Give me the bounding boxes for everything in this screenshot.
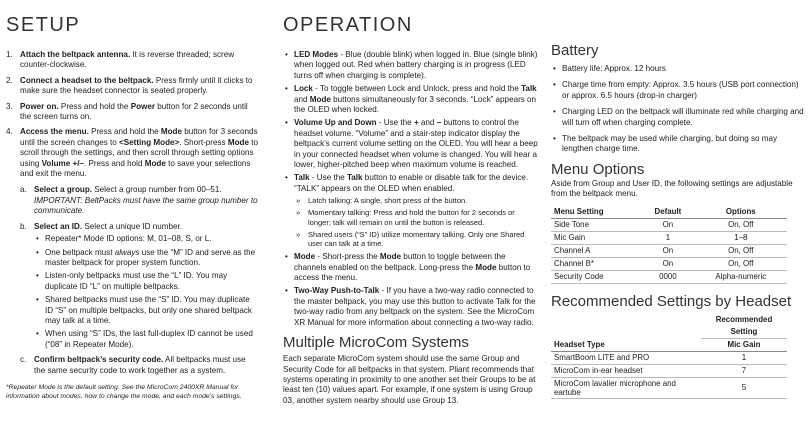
mode-item: • Mode - Short-press the Mode button to toggle between the channels enabled on the beltpack. Long-press the Mode button to access the menu.: [283, 252, 539, 283]
multiple-systems-text: Each separate MicroCom system should use the same Group and Security Code for all beltpacks in that system. Pliant recommends that systems operating in proximity to one another set their Groups to be at least ten (10) values apart. For example, if one system is using Group 03, another system nearby should use Group 13.: [283, 354, 536, 405]
table-row: Channel B* On On, Off: [551, 258, 787, 271]
setup-steps: [6, 50, 258, 376]
table-header: Menu Setting: [551, 206, 641, 219]
setup-substeps: [20, 185, 258, 376]
setup-step-4: 4. Access the menu. Press and hold the Mode button for 3 seconds until the screen changes to <Setting Mode>. Short-press Mode to scroll through the settings, and then scroll through setting options using Volume +/–. Press and hold Mode to save your selections and exit the menu. a. Select a group. Select a group number from 00–51. IMPORTANT: BeltPacks must have the same group number to communicate. b. Select an ID. Select a unique ID number. • Repeater* Mode ID options: M, 01–08, S, or L. • One beltpack must always use the “M” ID and serve as the master beltpack for proper system function. • Listen-only beltpacks must use the “L” ID. You may duplicate ID “L” on multiple beltpacks. • Shared beltpacks must use the “S” ID. You may duplicate ID “S” on multiple beltpacks, but only one shared beltpack may talk at a time. • When using “S” IDs, the last full-duplex ID cannot be used (“08” in Repeater Mode). c. Confirm beltpack’s security code. All beltpacks must use the same security code to work together as a system.: [6, 127, 258, 376]
list-item: » Momentary talking: Press and hold the button for 2 seconds or longer; talk will remain on until the button is released.: [294, 208, 539, 228]
battery-list: [551, 64, 805, 155]
talk-sublist: [294, 196, 539, 249]
list-item: • Listen-only beltpacks must use the “L” ID. You may duplicate ID “L” on multiple beltpacks.: [34, 271, 258, 292]
list-item: • Battery life: Approx. 12 hours: [551, 64, 805, 74]
list-item: » Shared users (“S” ID) utilize momentary talking. Only one Shared user can talk at a time.: [294, 230, 539, 250]
table-row: Security Code 0000 Alpha-numeric: [551, 271, 787, 284]
list-item: • When using “S” IDs, the last full-duplex ID cannot be used (“08” in Repeater Mode).: [34, 329, 258, 350]
menu-options-intro: Aside from Group and User ID, the following settings are adjustable from the beltpack menu.: [551, 178, 793, 199]
recommended-settings-title: Recommended Settings by Headset: [551, 293, 792, 311]
operation-column: [283, 0, 539, 406]
table-row: Mic Gain 1 1–8: [551, 232, 787, 245]
led-modes-item: • LED Modes - Blue (double blink) when logged in. Blue (single blink) when logged out. Red when battery charging is in progress (LED turns off when charging is complete).: [283, 50, 539, 81]
list-item: • One beltpack must always use the “M” ID and serve as the master beltpack for proper system function.: [34, 248, 258, 269]
push-to-talk-item: • Two-Way Push-to-Talk - If you have a two-way radio connected to the master beltpack, you may use this button to activate Talk for the two-way radio from any beltpack on the system. See the MicroCom XR Manual for more information about connecting a two-way radio.: [283, 286, 539, 328]
table-row: MicroCom lavalier microphone and eartube 5: [551, 378, 787, 399]
setup-title: SETUP: [6, 14, 81, 36]
list-item: • The beltpack may be used while charging, but doing so may lengthen charge time.: [551, 134, 805, 155]
table-header: Default: [641, 206, 694, 219]
setup-step-3: 3. Power on. Press and hold the Power button for 2 seconds until the screen turns on.: [6, 101, 248, 122]
substep-b: b. Select an ID. Select a unique ID number. • Repeater* Mode ID options: M, 01–08, S, or L. • One beltpack must always use the “M” ID and serve as the master beltpack for proper system function. • Listen-only beltpacks must use the “L” ID. You may duplicate ID “L” on multiple beltpacks. • Shared beltpacks must use the “S” ID. You may duplicate ID “S” on multiple beltpacks, but only one shared beltpack may talk at a time. • When using “S” IDs, the last full-duplex ID cannot be used (“08” in Repeater Mode).: [20, 222, 258, 350]
volume-item: • Volume Up and Down - Use the + and – buttons to control the headset volume. “Volume” and a stair-step indicator display the beltpack’s current volume setting on the OLED. You will hear a beep in your connected headset when volume is changed. You will hear a lower, higher-pitched beep when maximum volume is reached.: [283, 118, 539, 170]
menu-options-title: Menu Options: [551, 160, 645, 178]
table-row: Side Tone On On, Off: [551, 219, 787, 232]
table-row: SmartBoom LITE and PRO 1: [551, 352, 787, 365]
multiple-systems-title: Multiple MicroCom Systems: [283, 334, 469, 352]
list-item: • Charge time from empty: Approx. 3.5 hours (USB port connection) or approx. 6.5 hours (drop-in charger): [551, 80, 805, 101]
table-row: MicroCom in-ear headset 7: [551, 365, 787, 378]
operation-list: [283, 50, 539, 328]
talk-item: • Talk - Use the Talk button to enable or disable talk for the device. “TALK” appears on the OLED when enabled. » Latch talking: A single, short press of the button. » Momentary talking: Press and hold the button for 2 seconds or longer; talk will remain on until the button is released. » Shared users (“S” ID) utilize momentary talking. Only one Shared user can talk at a time.: [283, 173, 539, 249]
list-item: » Latch talking: A single, short press of the button.: [294, 196, 539, 206]
list-item: • Repeater* Mode ID options: M, 01–08, S, or L.: [34, 234, 258, 244]
setup-step-1: 1. Attach the beltpack antenna. It is reverse threaded; screw counter-clockwise.: [6, 50, 235, 70]
substep-c: c. Confirm beltpack’s security code. All beltpacks must use the same security code to work together as a system.: [20, 355, 246, 375]
table-header: Recommended Setting: [701, 314, 787, 339]
recommended-settings-table: [551, 314, 787, 399]
setup-step-2: 2. Connect a headset to the beltpack. Press firmly until it clicks to make sure the headset connector is seated properly.: [6, 75, 253, 96]
operation-title: OPERATION: [283, 14, 413, 36]
lock-item: • Lock - To toggle between Lock and Unlock, press and hold the Talk and Mode buttons simultaneously for 3 seconds. “Lock” appears on the OLED when locked.: [283, 84, 539, 115]
battery-title: Battery: [551, 42, 599, 59]
reference-column: [551, 0, 805, 399]
repeater-footnote: *Repeater Mode is the default setting. See the MicroCom 2400XR Manual for information about modes, how to change the mode, and each mode’s settings.: [6, 383, 242, 400]
table-header: Mic Gain: [701, 339, 787, 352]
list-item: • Charging LED on the beltpack will illuminate red while charging and will turn off when charging complete.: [551, 107, 805, 128]
table-row: Channel A On On, Off: [551, 245, 787, 258]
table-header: Headset Type: [551, 314, 701, 352]
menu-options-table: [551, 206, 787, 285]
id-rules-list: [34, 234, 258, 350]
list-item: • Shared beltpacks must use the “S” ID. You may duplicate ID “S” on multiple beltpacks, but only one shared beltpack may talk at a time.: [34, 295, 258, 326]
setup-column: [6, 0, 258, 402]
substep-a: a. Select a group. Select a group number from 00–51. IMPORTANT: BeltPacks must have the same group number to communicate.: [20, 185, 258, 216]
table-header: Options: [695, 206, 787, 219]
